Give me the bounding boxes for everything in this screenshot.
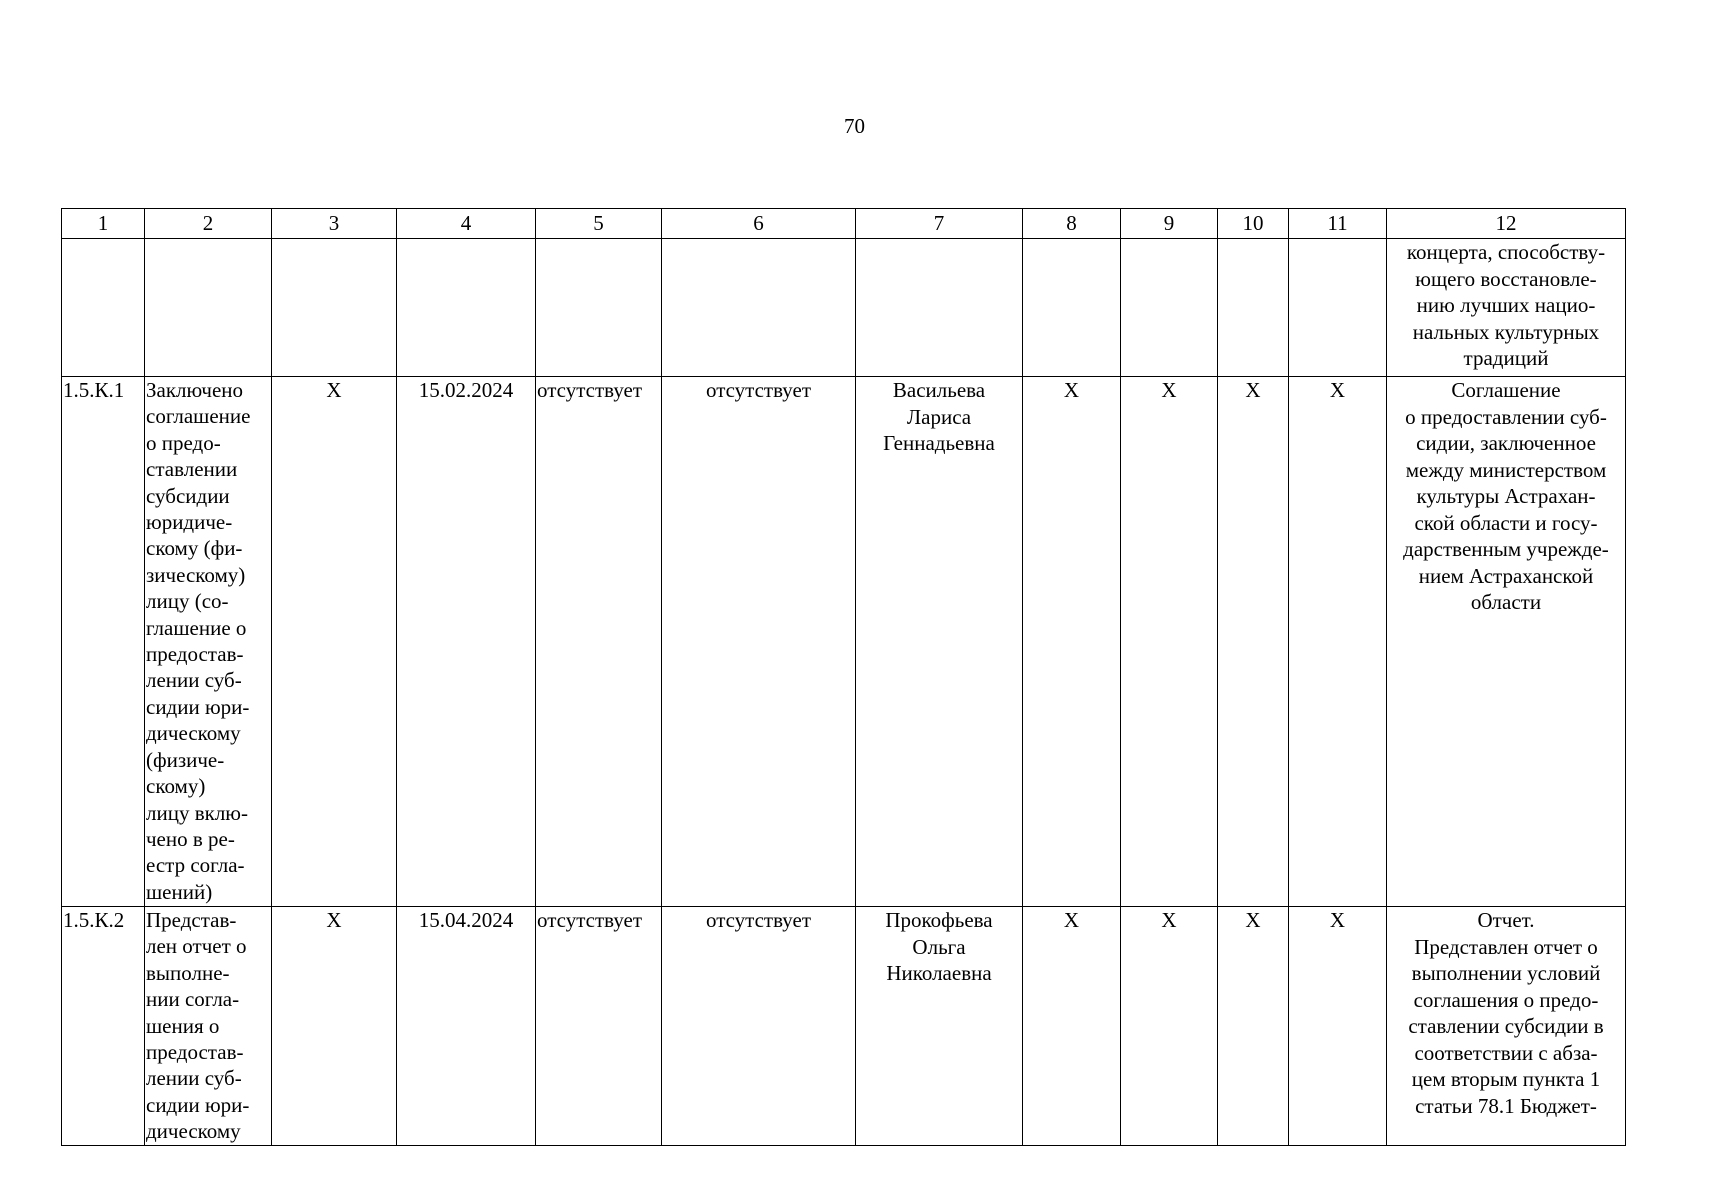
empty-cell [536,239,662,377]
empty-cell [1121,239,1218,377]
text-line: предостав- [146,1040,244,1065]
text-line: естр согла- [146,853,245,878]
text-line: нием Астраханской [1418,563,1594,588]
text-line: области [1470,590,1542,614]
text-line: лицу вклю- [146,800,248,825]
mark-cell: X [1121,377,1218,907]
event-code: 1.5.К.2 [62,907,145,1146]
text-line: между министерством [1405,457,1607,482]
column-header: 5 [536,209,662,239]
text-line: Ольга [912,934,966,959]
status-cell: отсутствует [662,907,856,1146]
status-cell: отсутствует [536,907,662,1146]
text-line: (физиче- [146,747,225,772]
mark-cell: X [1121,907,1218,1146]
text-line: нальных культурных [1412,319,1600,344]
column-header: 9 [1121,209,1218,239]
text-line: зическому) [146,562,246,587]
event-description [145,907,272,1146]
result-cell [1387,907,1626,1146]
empty-cell [1023,239,1121,377]
text-line: предостав- [146,642,244,667]
text-line: о предо- [146,430,221,455]
text-line: выполне- [146,960,230,985]
text-line: скому) [146,774,206,799]
text-line: выполнении условий [1411,961,1601,985]
empty-cell [662,239,856,377]
plan-table [61,208,1626,1146]
text-line: сидии, заключенное [1416,431,1596,455]
text-line: дическому [146,721,241,746]
text-line: Представ- [146,908,237,932]
empty-cell [1289,239,1387,377]
date-cell: 15.02.2024 [397,377,536,907]
text-line: лен отчет о [146,934,247,959]
empty-cell [62,239,145,377]
text-line: глашение о [146,615,247,640]
text-line: традиций [1463,346,1549,370]
text-line: сидии юри- [146,1092,250,1117]
text-line: ской области и госу- [1414,510,1598,535]
text-line: скому (фи- [146,536,243,561]
column-header: 1 [62,209,145,239]
text-line: нии согла- [146,987,240,1012]
mark-cell: X [272,377,397,907]
column-header: 12 [1387,209,1626,239]
text-line: шений) [146,879,213,904]
mark-cell: X [1289,907,1387,1146]
text-line: Представлен отчет о [1414,934,1598,959]
status-cell: отсутствует [662,377,856,907]
text-line: цем вторым пункта 1 [1411,1067,1601,1091]
continuation-row [62,239,1626,377]
text-line: ставлении субсидии в [1408,1014,1604,1038]
column-header: 3 [272,209,397,239]
text-line: соответствии с абза- [1414,1040,1598,1065]
text-line: Лариса [906,404,972,429]
text-line: Прокофьева [885,908,993,932]
page-number: 70 [844,114,865,138]
text-line: Соглашение [1451,378,1561,402]
text-line: Николаевна [886,961,992,985]
text-line: соглашения о предо- [1413,987,1599,1012]
responsible-person [856,377,1023,907]
mark-cell: X [272,907,397,1146]
event-code: 1.5.К.1 [62,377,145,907]
text-line: Отчет. [1477,908,1535,932]
mark-cell: X [1218,907,1289,1146]
text-line: культуры Астрахан- [1416,484,1596,508]
text-line: Васильева [892,378,986,402]
responsible-person [856,907,1023,1146]
column-header: 10 [1218,209,1289,239]
text-line: нию лучших нацио- [1416,293,1596,317]
column-header: 4 [397,209,536,239]
text-line: юридиче- [146,510,233,535]
mark-cell: X [1023,377,1121,907]
text-line: лении суб- [146,668,242,693]
status-cell: отсутствует [536,377,662,907]
text-line: сидии юри- [146,694,250,719]
text-line: ющего восстановле- [1415,266,1597,291]
empty-cell [145,239,272,377]
empty-cell [856,239,1023,377]
empty-cell [397,239,536,377]
text-line: лицу (со- [146,589,229,614]
event-description [145,377,272,907]
mark-cell: X [1023,907,1121,1146]
column-header: 6 [662,209,856,239]
empty-cell [1218,239,1289,377]
column-header: 7 [856,209,1023,239]
text-line: концерта, способству- [1406,240,1606,264]
text-line: Геннадьевна [883,431,995,455]
text-line: соглашение [146,404,251,429]
mark-cell: X [1289,377,1387,907]
table-header-row [62,209,1626,239]
text-line: чено в ре- [146,826,235,851]
result-cell [1387,239,1626,377]
mark-cell: X [1218,377,1289,907]
result-cell [1387,377,1626,907]
text-line: лении суб- [146,1066,242,1091]
column-header: 11 [1289,209,1387,239]
table-row [62,907,1626,1146]
column-header: 8 [1023,209,1121,239]
text-line: субсидии [146,483,230,508]
text-line: шения о [146,1013,220,1038]
text-line: статьи 78.1 Бюджет- [1415,1093,1597,1118]
text-line: дическому [146,1119,241,1144]
text-line: Заключено [146,378,244,402]
empty-cell [272,239,397,377]
text-line: о предоставлении суб- [1405,404,1607,429]
table-row [62,377,1626,907]
column-header: 2 [145,209,272,239]
date-cell: 15.04.2024 [397,907,536,1146]
text-line: ставлении [146,457,238,482]
text-line: дарственным учрежде- [1403,537,1609,561]
